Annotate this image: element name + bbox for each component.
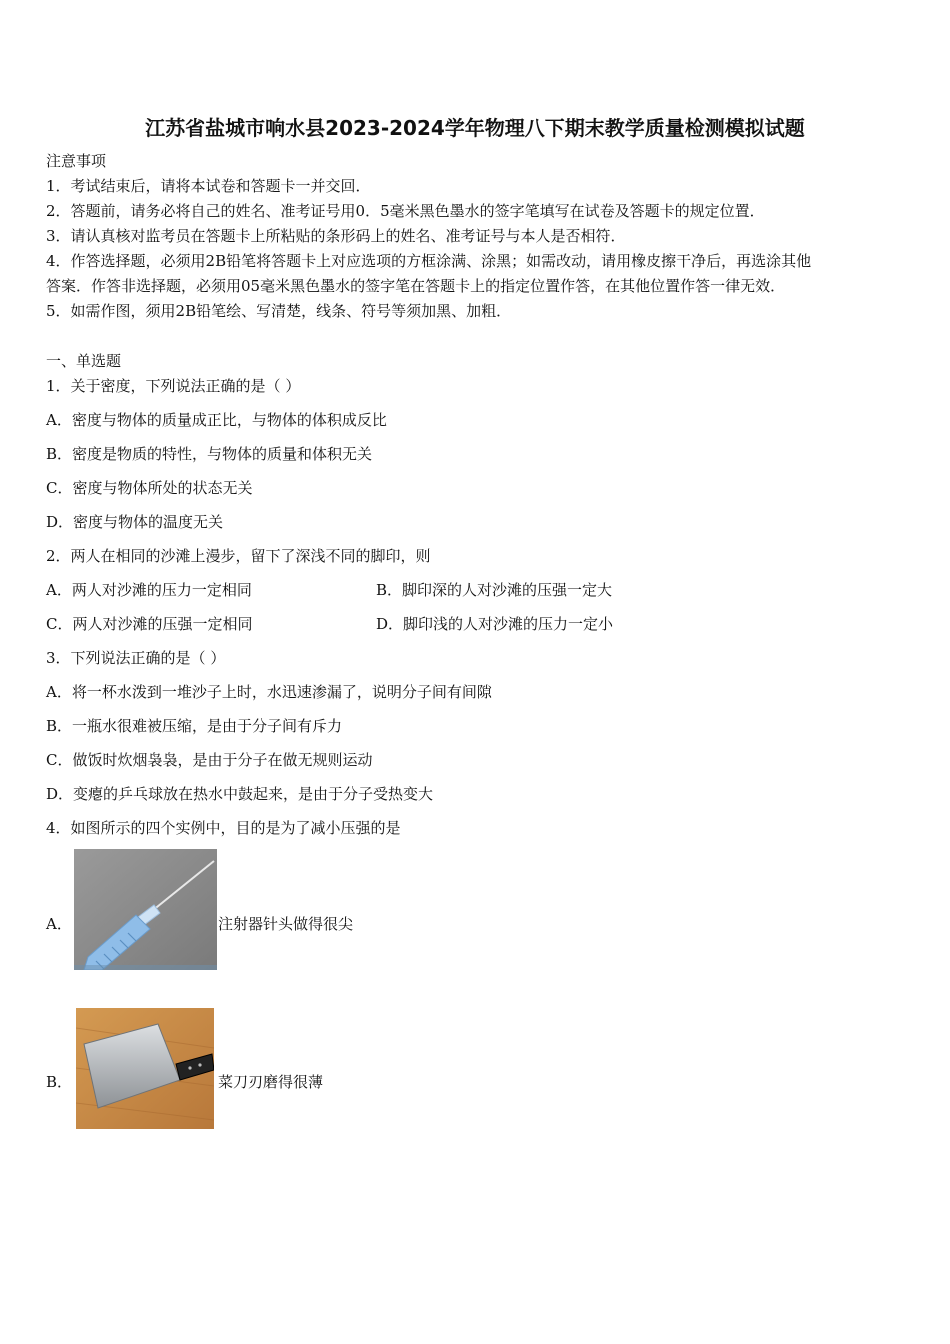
notice-item: 5．如需作图，须用2B铅笔绘、写清楚，线条、符号等须加黑、加粗． [46, 302, 512, 320]
option-a-text: 注射器针头做得很尖 [218, 915, 354, 933]
option-b-text: 菜刀刃磨得很薄 [218, 1073, 324, 1091]
notice-item: 2．答题前，请务必将自己的姓名、准考证号用0．5毫米黑色墨水的签字笔填写在试卷及答题卡的规定位置． [46, 202, 765, 220]
syringe-illustration [74, 849, 217, 970]
option-d: D．脚印浅的人对沙滩的压力一定小 [376, 615, 614, 633]
option-c: C．做饭时炊烟袅袅，是由于分子在做无规则运动 [46, 751, 373, 769]
option-a: A．将一杯水泼到一堆沙子上时，水迅速渗漏了，说明分子间有间隙 [46, 683, 492, 701]
notice-heading: 注意事项 [46, 152, 107, 170]
option-b: B．脚印深的人对沙滩的压强一定大 [376, 581, 613, 599]
option-a: A．两人对沙滩的压力一定相同 [46, 581, 252, 599]
cleaver-illustration [76, 1008, 214, 1129]
notice-item: 1．考试结束后，请将本试卷和答题卡一并交回． [46, 177, 371, 195]
exam-title: 江苏省盐城市响水县2023-2024学年物理八下期末教学质量检测模拟试题 [145, 116, 805, 140]
option-a-label: A． [46, 915, 72, 933]
cleaver-image [76, 1008, 214, 1129]
option-d: D．变瘪的乒乓球放在热水中鼓起来，是由于分子受热变大 [46, 785, 434, 803]
syringe-image [74, 849, 217, 970]
option-b: B．一瓶水很难被压缩，是由于分子间有斥力 [46, 717, 343, 735]
option-c: C．两人对沙滩的压强一定相同 [46, 615, 253, 633]
option-a: A．密度与物体的质量成正比，与物体的体积成反比 [46, 411, 387, 429]
question-stem: 2．两人在相同的沙滩上漫步，留下了深浅不同的脚印，则 [46, 547, 431, 565]
option-c: C．密度与物体所处的状态无关 [46, 479, 253, 497]
notice-item: 答案．作答非选择题，必须用05毫米黑色墨水的签字笔在答题卡上的指定位置作答，在其他位置作答一律无效． [46, 277, 786, 295]
option-b: B．密度是物质的特性，与物体的质量和体积无关 [46, 445, 373, 463]
notice-item: 3．请认真核对监考员在答题卡上所粘贴的条形码上的姓名、准考证号与本人是否相符． [46, 227, 626, 245]
option-b-label: B． [46, 1073, 73, 1091]
section-heading: 一、单选题 [46, 352, 122, 370]
question-stem: 3．下列说法正确的是（ ） [46, 649, 226, 667]
notice-item: 4．作答选择题，必须用2B铅笔将答题卡上对应选项的方框涂满、涂黑；如需改动，请用橡皮擦干净后，再选涂其他 [46, 252, 812, 270]
question-stem: 4．如图所示的四个实例中，目的是为了减小压强的是 [46, 819, 401, 837]
question-stem: 1．关于密度，下列说法正确的是（ ） [46, 377, 301, 395]
option-d: D．密度与物体的温度无关 [46, 513, 224, 531]
